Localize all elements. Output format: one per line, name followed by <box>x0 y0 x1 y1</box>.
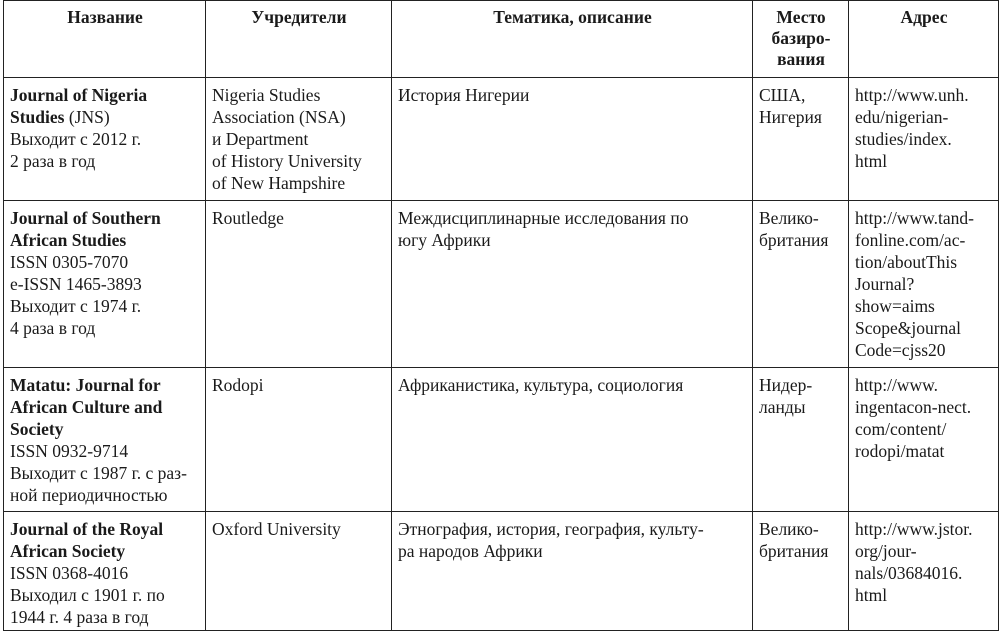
journal-detail: 1944 г. 4 раза в год <box>10 607 149 627</box>
founders-line: Rodopi <box>212 375 264 395</box>
topic-line: ра народов Африки <box>398 541 543 561</box>
topic-line: Африканистика, культура, социология <box>398 375 684 395</box>
address-line: tion/aboutThis <box>855 252 958 272</box>
journal-detail: Выходит с 1974 г. <box>10 296 142 316</box>
address-cell <box>849 201 999 368</box>
topic-line: История Нигерии <box>398 85 530 105</box>
table-row <box>4 368 999 512</box>
address-line: Scope&journal <box>855 318 961 338</box>
header-address: Адрес <box>849 1 999 78</box>
journal-title-line: Journal of the Royal <box>10 519 164 539</box>
address-line: fonline.com/ac- <box>855 230 966 250</box>
location-line: британия <box>759 230 829 250</box>
journal-detail: Выходит с 1987 г. с раз- <box>10 463 187 483</box>
journal-title-line: African Culture and <box>10 397 163 417</box>
address-line: html <box>855 585 888 605</box>
founders-line: Routledge <box>212 208 284 228</box>
journal-detail: 4 раза в год <box>10 318 96 338</box>
address-line: nals/03684016. <box>855 563 963 583</box>
table-row <box>4 201 999 368</box>
journal-title-line: Journal of Nigeria <box>10 85 148 105</box>
journal-detail: ISSN 0932-9714 <box>10 441 129 461</box>
topic-line: Этнография, история, география, культу- <box>398 519 704 539</box>
journal-detail: Выходил с 1901 г. по <box>10 585 165 605</box>
founders-line: Association (NSA) <box>212 107 346 127</box>
journal-detail: ISSN 0368-4016 <box>10 563 129 583</box>
location-line: Велико- <box>759 208 819 228</box>
founders-cell <box>206 368 392 512</box>
topic-cell <box>392 201 753 368</box>
founders-line: Nigeria Studies <box>212 85 321 105</box>
address-line: org/jour- <box>855 541 917 561</box>
address-line: http://www.tand- <box>855 208 974 228</box>
topic-line: югу Африки <box>398 230 491 250</box>
journal-detail: e-ISSN 1465-3893 <box>10 274 142 294</box>
address-line: http://www.unh. <box>855 85 969 105</box>
journal-title-line: African Society <box>10 541 126 561</box>
location-line: британия <box>759 541 829 561</box>
address-line: html <box>855 151 888 171</box>
address-line: show=aims <box>855 296 935 316</box>
journal-title-line: Studies (JNS) <box>10 107 110 127</box>
header-location-line: Место <box>776 7 826 27</box>
journal-detail: ISSN 0305-7070 <box>10 252 129 272</box>
location-line: США, <box>759 85 806 105</box>
address-cell <box>849 78 999 201</box>
journal-detail: Выходит с 2012 г. <box>10 129 142 149</box>
address-line: http://www.jstor. <box>855 519 973 539</box>
founders-cell <box>206 201 392 368</box>
journal-title-line: Matatu: Journal for <box>10 375 161 395</box>
journal-title-line: African Studies <box>10 230 127 250</box>
header-location-line: вания <box>777 49 825 69</box>
address-cell <box>849 368 999 512</box>
address-line: edu/nigerian- <box>855 107 949 127</box>
topic-cell <box>392 368 753 512</box>
topic-line: Междисциплинарные исследования по <box>398 208 689 228</box>
founders-cell <box>206 78 392 201</box>
address-line: rodopi/matat <box>855 441 945 461</box>
address-line: Code=cjss20 <box>855 340 946 360</box>
journal-abbrev: (JNS) <box>64 107 110 127</box>
topic-cell <box>392 512 753 631</box>
founders-line: Oxford University <box>212 519 341 539</box>
location-cell <box>753 78 849 201</box>
location-line: ланды <box>759 397 806 417</box>
journal-name-cell <box>4 512 206 631</box>
founders-cell <box>206 512 392 631</box>
address-line: studies/index. <box>855 129 952 149</box>
journal-name-cell <box>4 368 206 512</box>
header-location <box>753 1 849 78</box>
header-name: Название <box>4 1 206 78</box>
header-location-line: базиро- <box>771 28 831 48</box>
address-line: Journal? <box>855 274 915 294</box>
header-row <box>4 1 999 78</box>
journal-name-cell <box>4 78 206 201</box>
founders-line: of New Hampshire <box>212 173 346 193</box>
topic-cell <box>392 78 753 201</box>
journal-detail: ной периодичностью <box>10 485 168 505</box>
address-line: com/content/ <box>855 419 947 439</box>
journal-title-line: Journal of Southern <box>10 208 161 228</box>
table-row <box>4 78 999 201</box>
table-row <box>4 512 999 631</box>
location-line: Нидер- <box>759 375 813 395</box>
location-line: Нигерия <box>759 107 822 127</box>
header-founders: Учредители <box>206 1 392 78</box>
location-line: Велико- <box>759 519 819 539</box>
address-cell <box>849 512 999 631</box>
journal-detail: 2 раза в год <box>10 151 96 171</box>
location-cell <box>753 201 849 368</box>
location-cell <box>753 512 849 631</box>
journal-name-cell <box>4 201 206 368</box>
journals-table <box>3 0 999 631</box>
address-line: ingentacon-nect. <box>855 397 972 417</box>
founders-line: и Department <box>212 129 309 149</box>
founders-line: of History University <box>212 151 362 171</box>
journal-title-line: Society <box>10 419 64 439</box>
header-topic: Тематика, описание <box>392 1 753 78</box>
location-cell <box>753 368 849 512</box>
address-line: http://www. <box>855 375 938 395</box>
